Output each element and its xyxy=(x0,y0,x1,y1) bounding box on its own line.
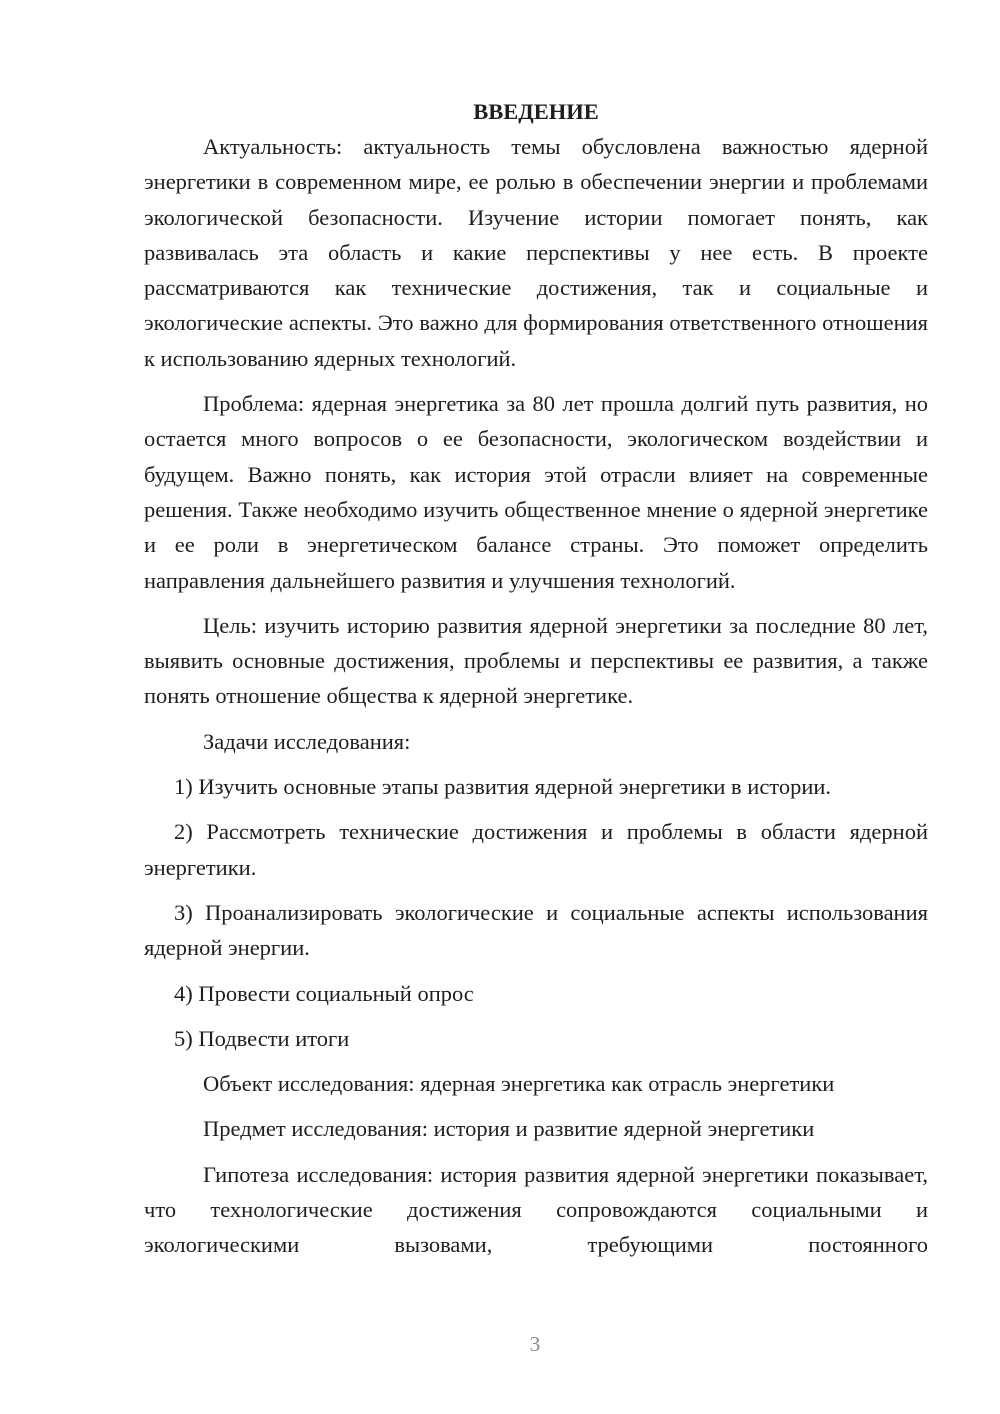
task-item-1: 1) Изучить основные этапы развития ядерной энергетики в истории. xyxy=(174,774,832,800)
section-heading: ВВЕДЕНИЕ xyxy=(473,99,599,124)
goal-paragraph: Цель: изучить историю развития ядерной энергетики за последние 80 лет, выявить основные достижения, проблемы и перспективы ее развития, а также понять отношение общества к ядерной энергетике. xyxy=(144,612,928,709)
tasks-intro: Задачи исследования: xyxy=(203,728,411,754)
subject-paragraph: Предмет исследования: история и развитие ядерной энергетики xyxy=(203,1116,815,1142)
task-item-2: 2) Рассмотреть технические достижения и проблемы в области ядерной энергетики. xyxy=(144,819,928,880)
problem-paragraph: Проблема: ядерная энергетика за 80 лет прошла долгий путь развития, но остается много вопросов о ее безопасности, экологическом воздействии и будущем. Важно понять, как история этой отрасли влияет на современные решения. Также необходимо изучить общественное мнение о ядерной энергетике и ее роли в энергетическом балансе страны. Это поможет определить направления дальнейшего развития и улучшения технологий. xyxy=(144,391,928,593)
object-paragraph: Объект исследования: ядерная энергетика как отрасль энергетики xyxy=(203,1071,835,1097)
task-item-3: 3) Проанализировать экологические и социальные аспекты использования ядерной энергии. xyxy=(144,899,928,961)
hypothesis-paragraph: Гипотеза исследования: история развития ядерной энергетики показывает, что технологические достижения сопровождаются социальными и экологическими вызовами, требующими постоянного xyxy=(144,1161,928,1258)
relevance-paragraph: Актуальность: актуальность темы обусловлена важностью ядерной энергетики в современном мире, ее ролью в обеспечении энергии и проблемами экологической безопасности. Изучение истории помогает понять, как развивалась эта область и какие перспективы у нее есть. В проекте рассматриваются как технические достижения, так и социальные и экологические аспекты. Это важно для формирования ответственного отношения к использованию ядерных технологий. xyxy=(144,134,928,371)
page-number: 3 xyxy=(529,1332,541,1356)
page-content xyxy=(144,94,928,1273)
task-item-4: 4) Провести социальный опрос xyxy=(174,980,474,1006)
task-item-5: 5) Подвести итоги xyxy=(174,1025,350,1051)
